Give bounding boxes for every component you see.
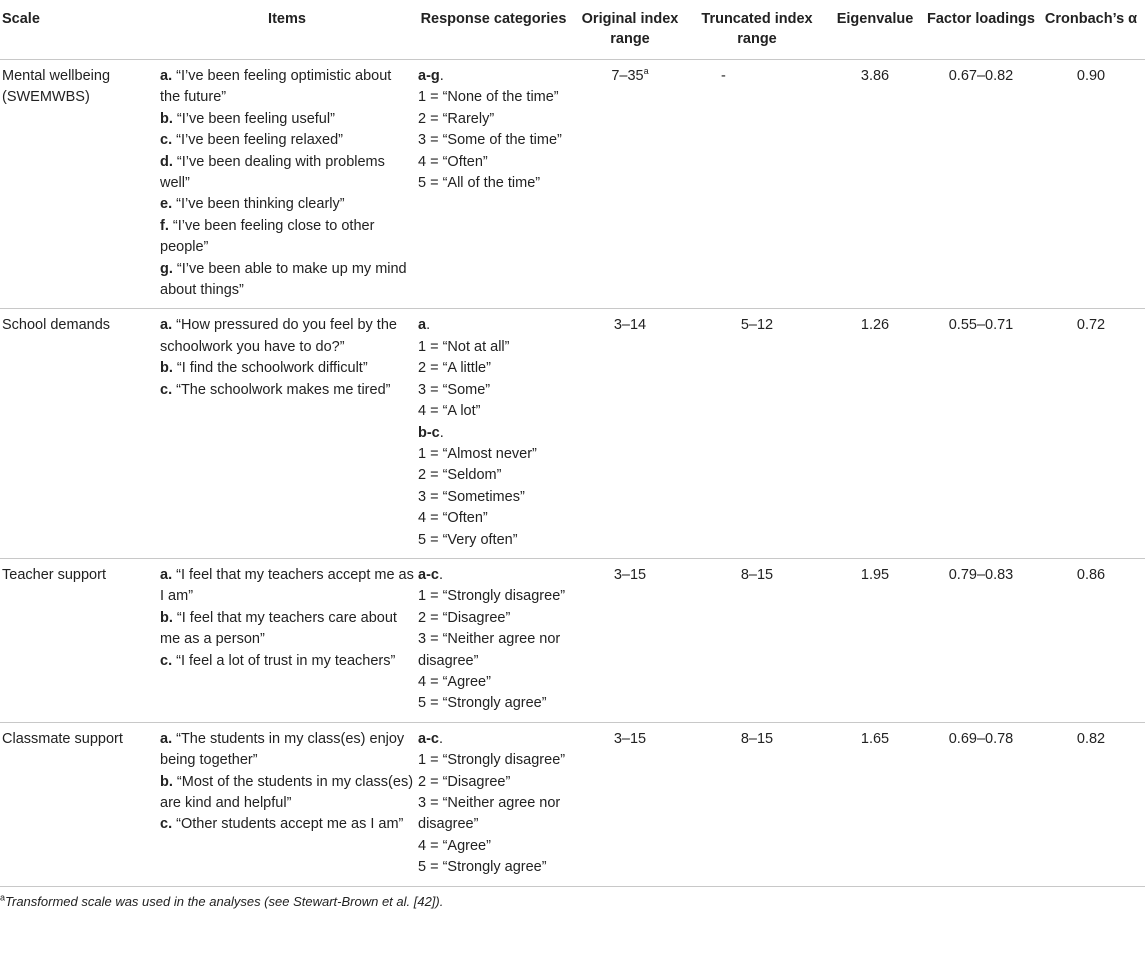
item-label: a. bbox=[160, 317, 173, 334]
truncated-range-cell bbox=[689, 722, 825, 886]
eigenvalue-cell: 1.95 bbox=[860, 566, 890, 583]
eigenvalue-cell: 3.86 bbox=[860, 68, 890, 84]
response-cell bbox=[416, 722, 571, 886]
response-option: 3 = “Some of the time” bbox=[418, 132, 562, 149]
table-row bbox=[0, 60, 1145, 309]
response-group-label: b-c. bbox=[418, 424, 444, 441]
response-option: 5 = “Strongly agree” bbox=[418, 859, 547, 876]
footnote-text: Transformed scale was used in the analyses (see Stewart-Brown et al. [42]). bbox=[5, 893, 444, 909]
item-text: “I’ve been feeling relaxed” bbox=[176, 132, 343, 149]
table-row bbox=[0, 558, 1145, 722]
response-option: 1 = “Almost never” bbox=[418, 445, 537, 462]
truncated-range-value: - bbox=[721, 68, 726, 84]
original-range-cell bbox=[571, 722, 689, 886]
cronbachs-alpha-cell: 0.90 bbox=[1076, 68, 1106, 84]
original-range-cell bbox=[571, 60, 689, 309]
eigenvalue-cell: 1.65 bbox=[860, 730, 890, 747]
truncated-range-cell bbox=[689, 309, 825, 558]
table-body bbox=[0, 60, 1145, 887]
header-row bbox=[0, 0, 1145, 60]
response-option: 1 = “Strongly disagree” bbox=[418, 588, 566, 605]
response-option: 5 = “Strongly agree” bbox=[418, 695, 547, 712]
item-line bbox=[160, 651, 414, 672]
response-option: 1 = “Not at all” bbox=[418, 338, 510, 355]
item-line bbox=[160, 216, 414, 259]
item-text: “I’ve been dealing with problems well” bbox=[160, 153, 385, 192]
response-option: 1 = “None of the time” bbox=[418, 89, 559, 106]
response-option: 3 = “Neither agree nor disagree” bbox=[418, 631, 561, 669]
item-text: “I’ve been thinking clearly” bbox=[176, 196, 345, 213]
item-line bbox=[160, 66, 414, 109]
response-group-key: b-c bbox=[418, 424, 440, 441]
original-range-value: 3–15 bbox=[613, 566, 647, 583]
item-label: c. bbox=[160, 381, 173, 398]
item-label: c. bbox=[160, 132, 173, 149]
response-option: 1 = “Strongly disagree” bbox=[418, 752, 566, 769]
item-label: g. bbox=[160, 260, 173, 277]
response-option: 3 = “Neither agree nor disagree” bbox=[418, 795, 561, 833]
response-option: 2 = “Seldom” bbox=[418, 467, 502, 484]
item-line bbox=[160, 194, 414, 215]
item-label: b. bbox=[160, 609, 173, 626]
item-text: “I feel a lot of trust in my teachers” bbox=[176, 652, 396, 669]
item-text: “I find the schoolwork difficult” bbox=[176, 360, 368, 377]
factor-loadings-cell: 0.67–0.82 bbox=[948, 68, 1014, 84]
item-text: “How pressured do you feel by the schoolwork you have to do?” bbox=[160, 317, 397, 355]
response-option: 5 = “All of the time” bbox=[418, 175, 541, 192]
item-line bbox=[160, 152, 414, 195]
cronbachs-alpha-cell: 0.82 bbox=[1076, 730, 1106, 747]
item-text: “The students in my class(es) enjoy being together” bbox=[160, 730, 405, 769]
item-text: “Most of the students in my class(es) are kind and helpful” bbox=[160, 773, 414, 811]
table-row bbox=[0, 722, 1145, 886]
item-line bbox=[160, 814, 414, 835]
item-line bbox=[160, 772, 414, 815]
response-option: 5 = “Very often” bbox=[418, 531, 518, 548]
item-label: c. bbox=[160, 652, 173, 669]
truncated-range-cell bbox=[689, 558, 825, 722]
response-group-key: a-g bbox=[418, 68, 440, 84]
header-scale: Scale bbox=[0, 0, 158, 60]
response-group-label: a. bbox=[418, 317, 431, 334]
factor-loadings-cell: 0.69–0.78 bbox=[948, 730, 1014, 747]
original-range-cell bbox=[571, 309, 689, 558]
response-option: 2 = “Disagree” bbox=[418, 609, 511, 626]
header-items: Items bbox=[158, 0, 416, 60]
item-label: a. bbox=[160, 730, 173, 747]
original-range-cell bbox=[571, 558, 689, 722]
scale-cell: School demands bbox=[2, 317, 111, 334]
truncated-range-value: 8–15 bbox=[740, 730, 774, 747]
response-option: 3 = “Some” bbox=[418, 381, 491, 398]
items-cell bbox=[158, 722, 416, 886]
factor-loadings-cell: 0.55–0.71 bbox=[948, 317, 1014, 334]
item-line bbox=[160, 565, 414, 608]
item-line bbox=[160, 608, 414, 651]
item-text: “I’ve been feeling useful” bbox=[176, 110, 335, 127]
response-cell bbox=[416, 60, 571, 309]
footnote-ref: a bbox=[643, 66, 649, 77]
header-cronbachs-alpha: Cronbach’s α bbox=[1037, 0, 1145, 60]
item-label: f. bbox=[160, 217, 169, 234]
response-group-label: a-c. bbox=[418, 566, 443, 583]
footnote-marker: a bbox=[0, 892, 6, 903]
response-cell bbox=[416, 558, 571, 722]
truncated-range-value: 5–12 bbox=[740, 317, 774, 334]
item-label: b. bbox=[160, 360, 173, 377]
header-eigenvalue: Eigenvalue bbox=[825, 0, 925, 60]
response-option: 2 = “Disagree” bbox=[418, 773, 511, 790]
original-range-value: 3–15 bbox=[613, 730, 647, 747]
response-cell bbox=[416, 309, 571, 558]
items-cell bbox=[158, 558, 416, 722]
item-label: d. bbox=[160, 153, 173, 170]
item-label: c. bbox=[160, 816, 173, 833]
item-text: “I’ve been able to make up my mind about things” bbox=[160, 260, 407, 299]
item-line bbox=[160, 380, 414, 401]
response-group-key: a-c bbox=[418, 566, 439, 583]
original-range-value: 7–35 bbox=[611, 68, 644, 84]
item-text: “I feel that my teachers care about me as a person” bbox=[160, 609, 397, 648]
header-factor-loadings: Factor loadings bbox=[925, 0, 1037, 60]
item-label: a. bbox=[160, 68, 173, 84]
header-original-index-range: Original index range bbox=[571, 0, 689, 60]
footnote bbox=[0, 887, 1145, 910]
response-group-label: a-c. bbox=[418, 730, 443, 747]
item-line bbox=[160, 130, 414, 151]
item-text: “I’ve been feeling close to other people” bbox=[160, 217, 375, 256]
item-text: “The schoolwork makes me tired” bbox=[176, 381, 391, 398]
scale-cell: Classmate support bbox=[2, 730, 123, 747]
header-truncated-index-range: Truncated index range bbox=[689, 0, 825, 60]
response-group-label: a-g. bbox=[418, 68, 444, 84]
header-response-categories: Response categories bbox=[416, 0, 571, 60]
scale-cell: Mental wellbeing (SWEMWBS) bbox=[2, 68, 111, 106]
cronbachs-alpha-cell: 0.86 bbox=[1076, 566, 1106, 583]
table-row bbox=[0, 309, 1145, 558]
eigenvalue-cell: 1.26 bbox=[860, 317, 890, 334]
item-line bbox=[160, 109, 414, 130]
original-range-value: 3–14 bbox=[613, 317, 647, 334]
item-label: a. bbox=[160, 566, 173, 583]
response-option: 3 = “Sometimes” bbox=[418, 488, 525, 505]
response-option: 4 = “Agree” bbox=[418, 673, 491, 690]
truncated-range-cell bbox=[689, 60, 825, 309]
items-cell bbox=[158, 60, 416, 309]
response-option: 2 = “Rarely” bbox=[418, 110, 495, 127]
cronbachs-alpha-cell: 0.72 bbox=[1076, 317, 1106, 334]
item-line bbox=[160, 729, 414, 772]
item-line bbox=[160, 315, 414, 358]
response-option: 4 = “Agree” bbox=[418, 837, 491, 854]
item-line bbox=[160, 358, 414, 379]
item-text: “I’ve been feeling optimistic about the future” bbox=[160, 68, 392, 106]
response-group-key: a bbox=[418, 317, 427, 334]
items-cell bbox=[158, 309, 416, 558]
item-text: “Other students accept me as I am” bbox=[176, 816, 404, 833]
truncated-range-value: 8–15 bbox=[740, 566, 774, 583]
response-option: 4 = “A lot” bbox=[418, 403, 481, 420]
response-group-key: a-c bbox=[418, 730, 439, 747]
response-option: 2 = “A little” bbox=[418, 360, 491, 377]
scale-cell: Teacher support bbox=[2, 566, 106, 583]
item-label: e. bbox=[160, 196, 173, 213]
response-option: 4 = “Often” bbox=[418, 510, 488, 527]
item-label: b. bbox=[160, 773, 173, 790]
response-option: 4 = “Often” bbox=[418, 153, 488, 170]
factor-loadings-cell: 0.79–0.83 bbox=[948, 566, 1014, 583]
item-line bbox=[160, 259, 414, 302]
item-text: “I feel that my teachers accept me as I am” bbox=[160, 566, 414, 605]
item-label: b. bbox=[160, 110, 173, 127]
